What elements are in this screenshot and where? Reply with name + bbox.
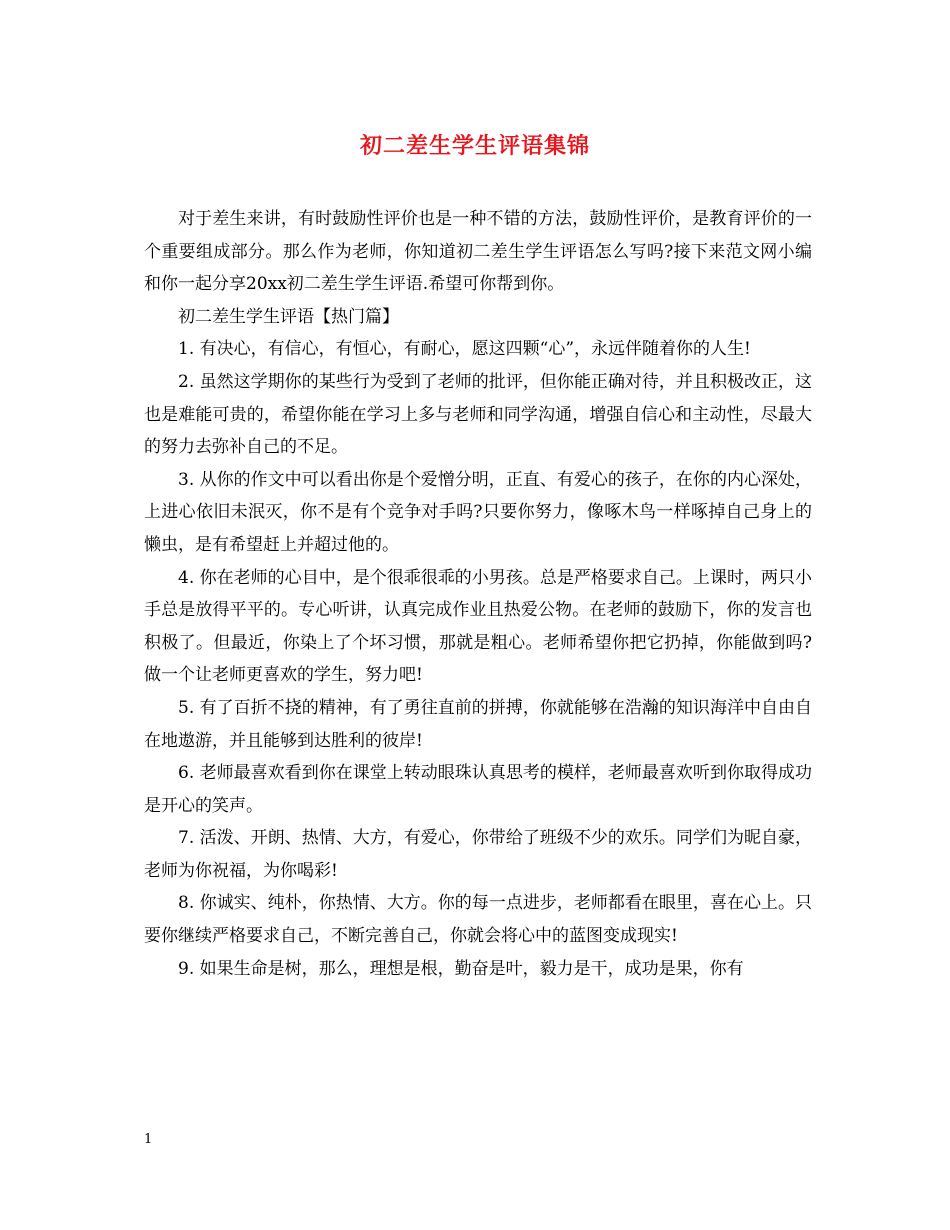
comment-item-8: 8. 你诚实、纯朴，你热情、大方。你的每一点进步，老师都看在眼里，喜在心上。只要你继续严格要求自己，不断完善自己，你就会将心中的蓝图变成现实! bbox=[144, 893, 812, 947]
comment-item-4: 4. 你在老师的心目中，是个很乖很乖的小男孩。总是严格要求自己。上课时，两只小手总是放得平平的。专心听讲，认真完成作业且热爱公物。在老师的鼓励下，你的发言也积极了。但最近，你染上了个坏习惯，那就是粗心。老师希望你把它扔掉，你能做到吗?做一个让老师更喜欢的学生，努力吧! bbox=[144, 567, 812, 686]
page-number: 1 bbox=[144, 1132, 153, 1147]
comment-item-2: 2. 虽然这学期你的某些行为受到了老师的批评，但你能正确对待，并且积极改正，这也是难能可贵的，希望你能在学习上多与老师和同学沟通，增强自信心和主动性，尽最大的努力去弥补自己的不足。 bbox=[144, 371, 812, 458]
comment-item-9: 9. 如果生命是树，那么，理想是根，勤奋是叶，毅力是干，成功是果，你有 bbox=[178, 958, 744, 979]
comment-item-1: 1. 有决心，有信心，有恒心，有耐心，愿这四颗“心”，永远伴随着你的人生! bbox=[178, 339, 751, 360]
document-body bbox=[144, 203, 812, 985]
comment-item-7: 7. 活泼、开朗、热情、大方，有爱心，你带给了班级不少的欢乐。同学们为昵自豪，老师为你祝福，为你喝彩! bbox=[144, 828, 812, 881]
comment-item-6: 6. 老师最喜欢看到你在课堂上转动眼珠认真思考的模样，老师最喜欢听到你取得成功是开心的笑声。 bbox=[144, 763, 812, 816]
document-title: 初二差生学生评语集锦 bbox=[359, 134, 590, 159]
comment-item-3: 3. 从你的作文中可以看出你是个爱憎分明，正直、有爱心的孩子，在你的内心深处，上进心依旧未泯灭，你不是有个竞争对手吗?只要你努力，像啄木鸟一样啄掉自己身上的懒虫，是有希望赶上并超过他的。 bbox=[144, 469, 812, 555]
intro-paragraph: 对于差生来讲，有时鼓励性评价也是一种不错的方法，鼓励性评价，是教育评价的一个重要组成部分。那么作为老师，你知道初二差生学生评语怎么写吗?接下来范文网小编和你一起分享20xx初二差生学生评语.希望可你帮到你。 bbox=[144, 209, 812, 295]
section-heading: 初二差生学生评语【热门篇】 bbox=[178, 306, 399, 327]
comment-item-5: 5. 有了百折不挠的精神，有了勇往直前的拼搏，你就能够在浩瀚的知识海洋中自由自在地遨游，并且能够到达胜利的彼岸! bbox=[144, 697, 812, 751]
